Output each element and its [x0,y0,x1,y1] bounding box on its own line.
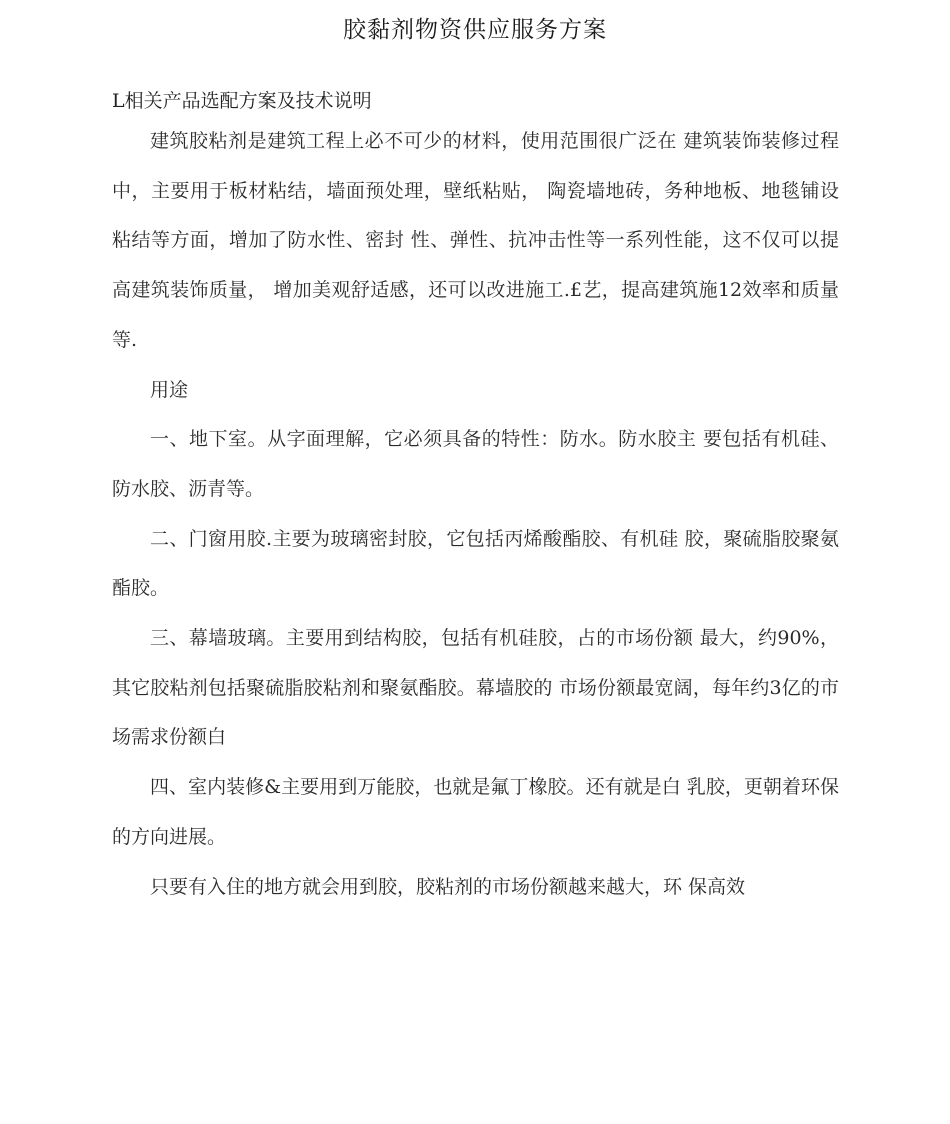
document-title: 胶黏剂物资供应服务方案 [343,17,607,43]
paragraph-intro: 建筑胶粘剂是建筑工程上必不可少的材料，使用范围很广泛在 建筑装饰装修过程中，主要用于板材粘结，墙面预处理，壁纸粘贴， 陶瓷墙地砖，务种地板、地毯铺设粘结等方面，增加了防水性、密封 性、弹性、抗冲击性等一系列性能，这不仅可以提高建筑装饰质量， 增加美观舒适感，还可以改进施工.£艺，提高建筑施12效率和质量等. [112,130,839,351]
paragraph-market: 只要有入住的地方就会用到胶，胶粘剂的市场份额越来越大，环 保高效 [150,875,746,898]
paragraph-curtain-wall: 三、幕墙玻璃。主要用到结构胶，包括有机硅胶，占的市场份额 最大，约90%，其它胶粘剂包括聚硫脂胶粘剂和聚氨酯胶。幕墙胶的 市场份额最宽阔，每年约3亿的市场需求份额白 [112,627,839,749]
paragraph-basement: 一、地下室。从字面理解，它必须具备的特性：防水。防水胶主 要包括有机硅、防水胶、沥青等。 [112,428,839,500]
paragraph-doors-windows: 二、门窗用胶.主要为玻璃密封胶，它包括丙烯酸酯胶、有机硅 胶，聚硫脂胶聚氨酯胶。 [112,527,839,600]
paragraph-uses-heading: 用途 [150,378,189,401]
section-heading: L相关产品选配方案及技术说明 [112,90,372,112]
paragraph-interior: 四、室内装修&主要用到万能胶，也就是氟丁橡胶。还有就是白 乳胶，更朝着环保的方向进展。 [112,776,839,848]
document-body [112,117,839,912]
